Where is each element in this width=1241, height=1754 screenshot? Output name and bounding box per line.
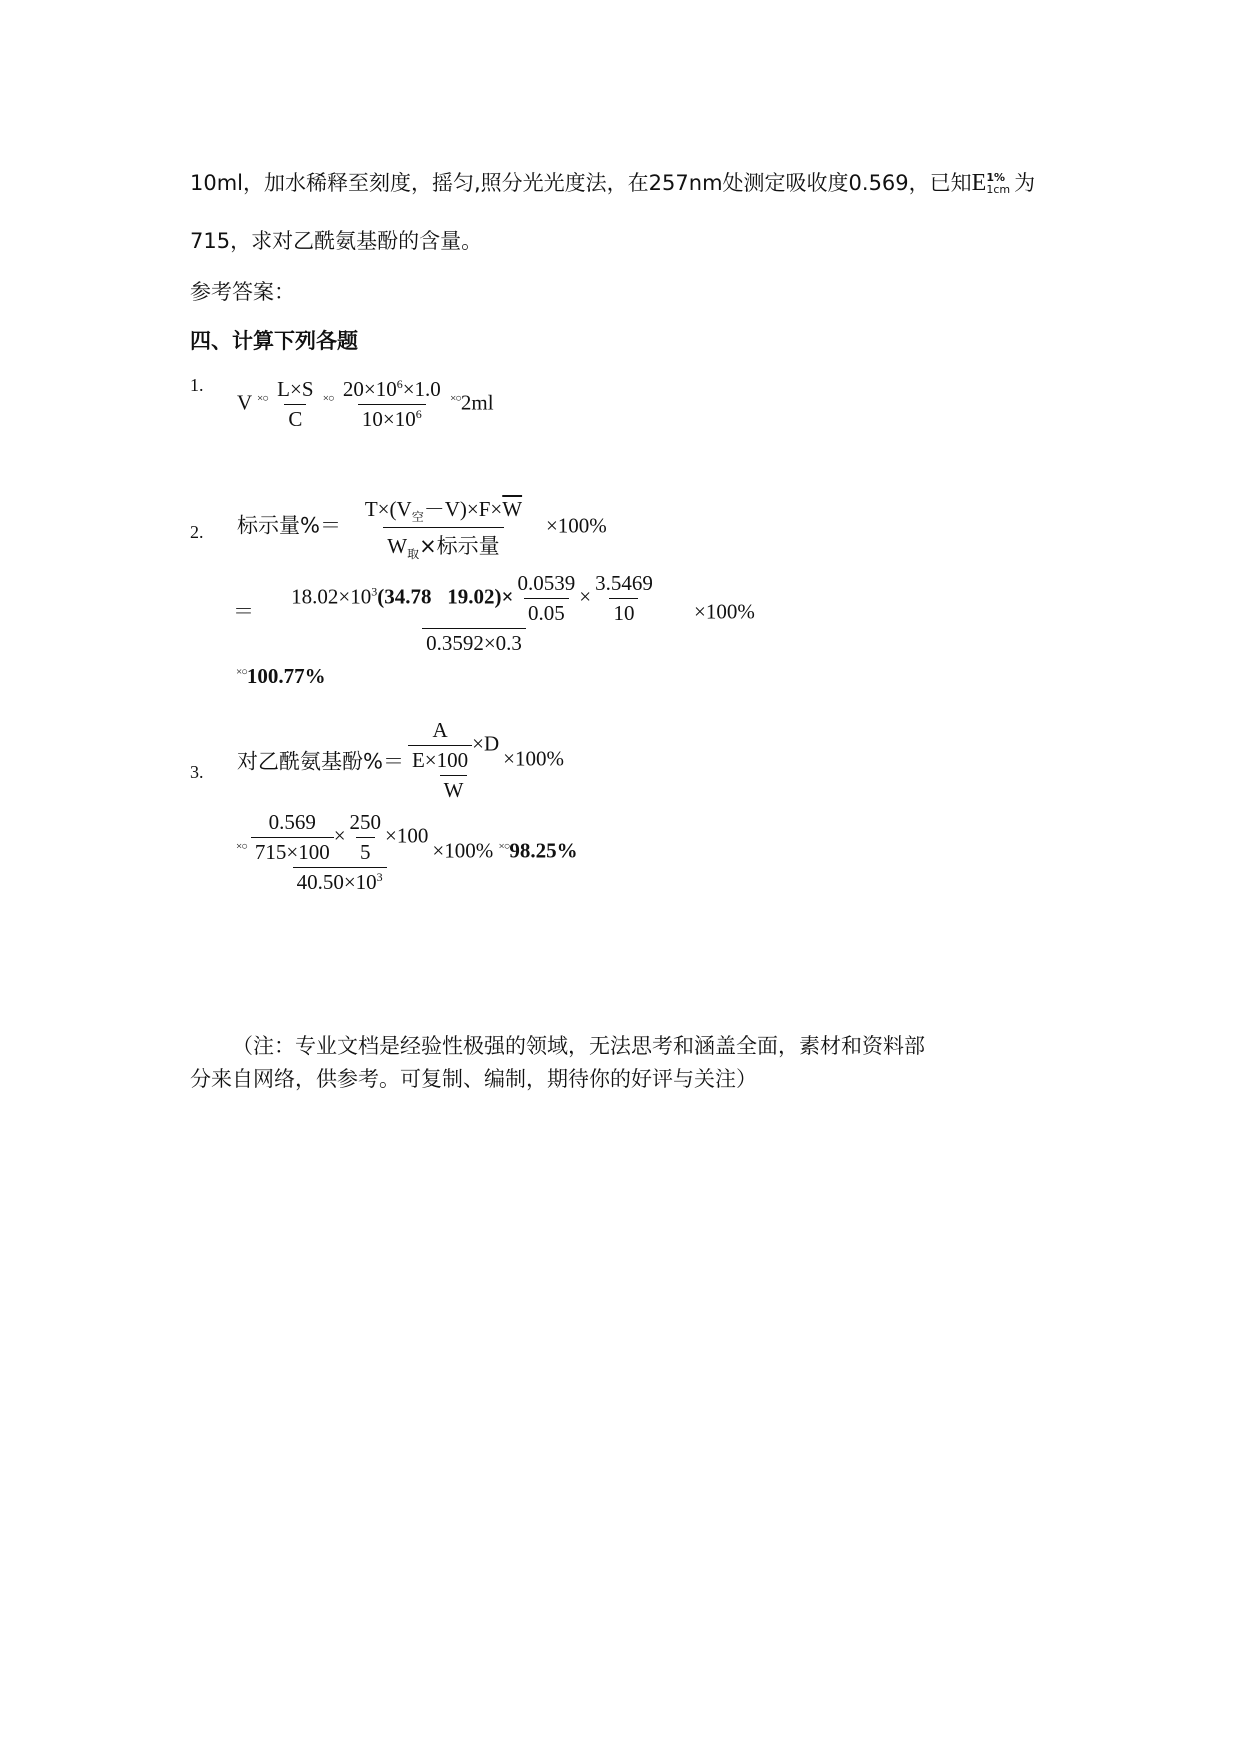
q3-line2-den [293,867,387,895]
q3-equation-line-2 [236,810,578,895]
q3-l2-fraction-1 [251,810,334,865]
q2-top-num-w: $\overline{W}$ [502,497,523,521]
q2-big-num-exp: 3 [371,584,378,599]
note-line-1: （注：专业文档是经验性极强的领域，无法思考和涵盖全面，素材和资料部 [232,1034,925,1058]
q2-equation-line-2 [233,571,755,656]
section-title: 四、计算下列各题 [190,329,358,353]
q1-frac2-num-b: ×1.0 [402,377,441,401]
q2-big-num [287,571,661,628]
q3-l2-den-exp: 3 [376,870,383,884]
q2-line2-times100: ×100% [694,599,755,624]
q2-f1-den: 0.05 [524,598,569,626]
q3-line2-num [247,810,433,867]
problem-line-1 [190,167,1035,197]
q2-f1-num: 0.0539 [517,571,576,595]
answer-label: 参考答案： [190,280,295,304]
q2-top-den [383,527,503,562]
q3-l2-f2-num: 250 [349,810,382,834]
q1-frac2-den-a: 10×10 [361,407,416,431]
q2-top-den-b: ×标示量 [419,534,500,559]
q2-lhs: 标示量%＝ [237,513,341,538]
q1-frac2-num-a: 20×10 [342,377,397,401]
q1-frac2-den [358,404,426,432]
q2-f2-den: 10 [609,598,638,626]
q2-f2-num: 3.5469 [595,571,653,595]
q1-number: 1. [190,375,204,395]
problem-line-1-text: 10ml，加水稀释至刻度，摇匀,照分光光度法，在257nm处测定吸收度0.569，已知 [190,171,972,195]
q3-l2-den-a: 40.50×10 [296,870,377,894]
q2-top-num [361,493,526,527]
q2-small-fraction-2 [591,571,657,626]
q2-top-num-a: T×(V [364,497,412,521]
eq-glyph: ×○ [450,392,461,405]
q1-result: 2ml [460,390,494,415]
q1-frac2-num-exp: 6 [396,377,403,391]
q2-number: 2. [190,522,204,542]
e-sub: 1cm [986,183,1011,196]
q3-l2-times100: ×100% [432,838,494,863]
q1-fraction-1 [273,377,317,432]
note-line-2: 分来自网络，供参考。可复制、编制，期待你的好评与关注） [190,1067,757,1091]
q3-times-d: ×D [472,731,500,756]
q3-line2-fraction [247,810,433,895]
q3-l2-f1-den: 715×100 [251,837,334,865]
q2-result-line [236,664,326,689]
q2-top-num-sub: 空 [411,510,424,525]
q3-lhs: 对乙酰氨基酚%＝ [237,749,404,774]
eq-glyph: ×○ [257,392,268,405]
q3-l2-f1-num: 0.569 [268,810,316,834]
q2-result: 100.77% [246,664,326,688]
e-sup: 1% [986,171,1006,184]
q2-top-den-a: W [387,534,408,559]
q2-big-den: 0.3592×0.3 [422,628,526,656]
eq-glyph: ×○ [322,392,334,405]
q2-top-den-sub: 取 [407,547,420,562]
q1-frac1-num: L×S [277,377,314,401]
q2-top-num-b: －V)×F× [423,497,503,521]
q2-equation-line-1 [237,493,607,562]
q3-inner-fraction [408,718,472,773]
q2-big-num-a: 18.02×10 [291,584,372,609]
e-symbol: E [971,170,987,196]
q3-times-100: ×100 [385,823,429,848]
q2-big-fraction [254,571,694,656]
q3-l2-fraction-2 [346,810,386,865]
eq-glyph: ×○ [498,840,510,853]
problem-line-1-end: 为 [1014,171,1036,195]
q2-times: × [579,584,592,609]
q3-times: × [333,823,346,848]
q3-outer-den: W [440,775,468,803]
q1-equation [237,377,494,432]
e-indices [986,172,1010,196]
q3-number: 3. [190,762,204,782]
q2-times100: ×100% [545,513,607,538]
q2-line2-eq: ＝ [233,599,254,624]
eq-glyph: ×○ [236,840,247,853]
q1-lhs: V [237,390,252,415]
q3-equation-line-1 [237,718,564,803]
q3-l2-f2-den: 5 [356,837,375,865]
q3-result: 98.25% [509,838,578,863]
q2-big-num-b: (34.78 [377,584,432,609]
q1-frac1-den: C [284,404,306,432]
q2-big-num-c: 19.02)× [447,584,514,609]
q1-frac2-den-exp: 6 [415,407,422,421]
q2-top-fraction [341,493,546,562]
q3-outer-num [404,718,503,775]
eq-glyph: ×○ [236,666,247,678]
q3-outer-fraction [404,718,503,803]
q1-frac2-num [339,377,445,404]
q1-fraction-2 [339,377,445,432]
q3-times100: ×100% [503,746,564,771]
q3-inner-num: A [432,718,448,742]
problem-line-2: 715，求对乙酰氨基酚的含量。 [190,229,483,253]
q3-inner-den: E×100 [408,745,472,773]
q2-small-fraction-1 [513,571,579,626]
